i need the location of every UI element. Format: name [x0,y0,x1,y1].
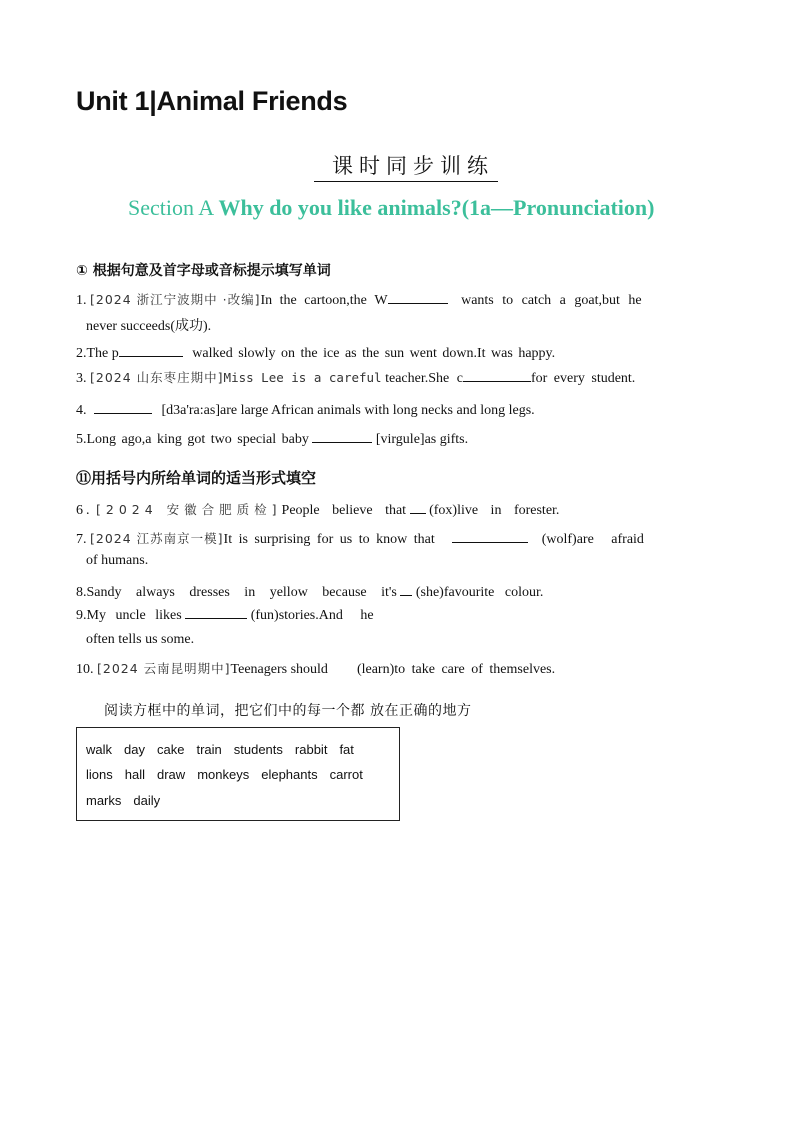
question-2 [76,343,555,362]
word: lions [86,767,113,782]
q2-number: 2.The [76,346,109,361]
lesson-title: 课时同步训练 [314,150,498,182]
q7-text-after: (wolf)are afraid [541,532,644,547]
q6-number: 6. [76,503,93,518]
q1-source: [2024 浙江宁波期中 ·改编] [90,292,261,307]
word: cake [156,742,185,757]
q7-number: 7. [76,532,87,547]
question-7-line2: of humans. [86,553,149,568]
q3-text: teacher.She [385,371,450,386]
word-row-2 [86,767,363,782]
q10-source: [2024 云南昆明期中] [97,661,231,676]
q10-blank[interactable] [331,659,353,673]
q3-number: 3. [76,371,87,386]
word-box [76,727,400,821]
word: monkeys [197,767,250,782]
q2-hint-letter: p [111,346,119,361]
q3-text-mono: Miss Lee is a careful [223,370,382,385]
q4-number: 4. [76,403,87,418]
word: hall [124,767,145,782]
word: students [233,742,283,757]
word: carrot [329,767,363,782]
q9-text: 9.My uncle likes [76,608,182,623]
part2-heading: ⑪用括号内所给单词的适当形式填空 [76,469,317,487]
q5-text-after: [virgule]as gifts. [375,432,469,447]
word: fat [339,742,354,757]
q7-source: [2024 江苏南京一模] [90,531,224,546]
q10-text-after: (learn)to take care of themselves. [356,662,556,677]
q7-blank[interactable] [452,529,528,543]
word: walk [86,742,113,757]
q9-blank[interactable] [185,605,247,619]
q8-blank[interactable] [400,582,412,596]
q3-hint-letter: c [456,371,463,386]
q1-text-after: wants to catch a goat,but he [461,293,642,308]
q3-text-after: for every student. [530,371,636,386]
word: elephants [261,767,318,782]
q1-hint-letter: W [374,293,388,308]
section-title: Why do you like animals?(1a—Pronunciation) [218,195,655,220]
q3-blank[interactable] [463,368,531,382]
question-5 [76,429,468,448]
q5-text: 5.Long ago,a king got two special baby [76,432,309,447]
q4-blank[interactable] [94,400,152,414]
word: day [124,742,145,757]
word: train [196,742,222,757]
section-heading [128,195,654,221]
word: draw [157,767,186,782]
q6-source: [2024 安徽合肥质检] [96,502,282,517]
word: marks [86,793,122,808]
q2-text: walked slowly on the ice as the sun went down.It was happy. [192,346,556,361]
q6-text-after: (fox)live in forester. [429,503,560,518]
question-1-line2: never succeeds(成功). [86,319,212,334]
word: rabbit [294,742,328,757]
q6-blank[interactable] [410,500,426,514]
q5-blank[interactable] [312,429,372,443]
q8-text: 8.Sandy always dresses in yellow because it's [76,585,397,600]
q10-text: Teenagers should [230,662,328,677]
unit-title: Unit 1|Animal Friends [76,86,348,116]
section-label: Section A [128,195,213,220]
word: daily [133,793,161,808]
question-6 [76,500,559,519]
question-9-line2: often tells us some. [86,632,195,647]
q7-text: It is surprising for us to know that [223,532,435,547]
q6-text: People believe that [281,503,407,518]
word-row-3 [86,793,172,808]
q3-source: [2024 山东枣庄期中] [90,370,224,385]
q1-blank[interactable] [388,290,448,304]
question-4 [76,400,535,419]
q2-blank[interactable] [119,343,183,357]
question-10 [76,659,555,678]
q9-text-after: (fun)stories.And he [250,608,374,623]
question-7 [76,529,644,548]
part3-heading: 阅读方框中的单词，把它们中的每一个都 放在正确的地方 [104,703,472,719]
question-9 [76,605,374,624]
question-8 [76,582,543,601]
part1-heading: ① 根据句意及首字母或音标提示填写单词 [76,263,331,279]
q8-text-after: (she)favourite colour. [415,585,544,600]
question-1 [76,290,642,309]
q1-text: In the cartoon,the [260,293,367,308]
q4-text: [d3a'ra:as]are large African animals with long necks and long legs. [161,403,535,418]
q10-number: 10. [76,662,94,677]
question-3 [76,368,635,387]
q1-number: 1. [76,293,87,308]
word-row-1 [86,742,354,757]
